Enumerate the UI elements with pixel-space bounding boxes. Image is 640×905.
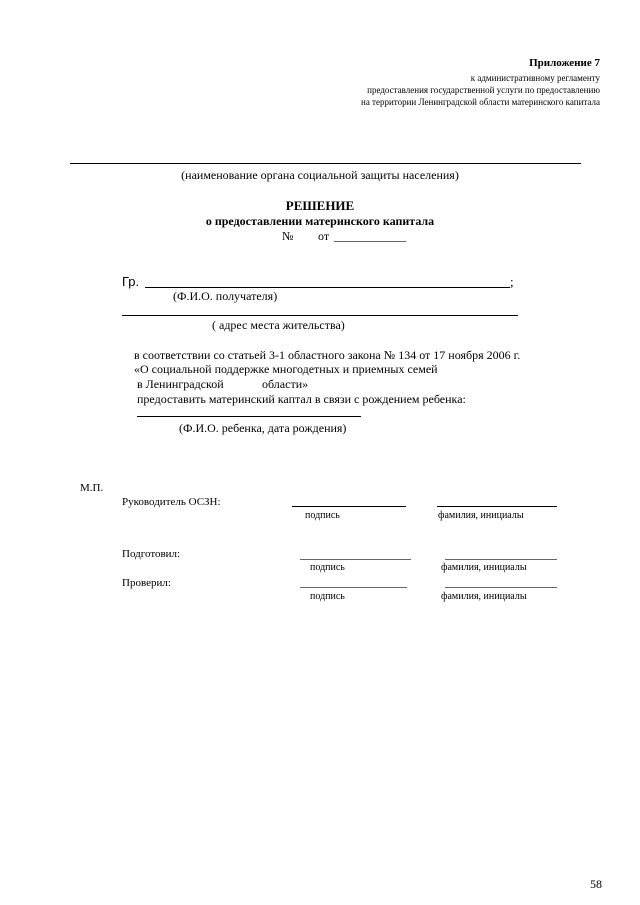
decision-date-line [334, 241, 406, 242]
appendix-line-1: к административному регламенту [470, 73, 600, 83]
appendix-title: Приложение 7 [529, 57, 600, 69]
recipient-name-line [145, 287, 510, 288]
basis-line-2: «О социальной поддержке многодетных и приемных семей [134, 362, 438, 376]
page-number: 58 [590, 877, 602, 891]
checked-name-caption: фамилия, инициалы [441, 591, 527, 602]
prepared-label: Подготовил: [122, 548, 181, 560]
appendix-line-2: предоставления государственной услуги по предоставлению [367, 85, 600, 95]
head-signature-line [292, 506, 406, 507]
prepared-signature-caption: подпись [310, 562, 345, 573]
checked-signature-caption: подпись [310, 591, 345, 602]
appendix-line-3: на территории Ленинградской области материнского капитала [361, 97, 600, 107]
decision-subtitle: о предоставлении материнского капитала [205, 214, 435, 228]
checked-signature-line [300, 587, 407, 588]
child-caption: (Ф.И.О. ребенка, дата рождения) [179, 421, 347, 435]
organ-caption: (наименование органа социальной защиты населения) [181, 168, 459, 182]
child-line [137, 416, 361, 417]
prepared-name-line [445, 559, 557, 560]
recipient-prefix: Гр. [122, 274, 140, 289]
recipient-name-caption: (Ф.И.О. получателя) [173, 289, 278, 303]
decision-date-label: от [318, 229, 330, 243]
recipient-end-mark: ; [510, 274, 514, 289]
head-name-line [437, 506, 557, 507]
basis-line-3a: в Ленинградской [137, 377, 224, 391]
address-line [122, 315, 518, 316]
basis-line-1: в соответствии со статьей 3-1 областного закона № 134 от 17 ноября 2006 г. [134, 348, 521, 362]
decision-title: РЕШЕНИЕ [285, 198, 355, 213]
decision-number-label: № [282, 229, 294, 243]
basis-line-3b: области» [262, 377, 309, 391]
head-signature-caption: подпись [305, 510, 340, 521]
checked-label: Проверил: [122, 577, 171, 589]
head-label: Руководитель ОСЗН: [122, 496, 221, 508]
basis-line-4: предоставить материнский каптал в связи с рождением ребенка: [137, 392, 466, 406]
prepared-signature-line [300, 559, 411, 560]
head-name-caption: фамилия, инициалы [438, 510, 524, 521]
organ-name-line [70, 163, 581, 164]
checked-name-line [445, 587, 557, 588]
address-caption: ( адрес места жительства) [212, 318, 345, 332]
stamp-label: М.П. [80, 482, 104, 494]
prepared-name-caption: фамилия, инициалы [441, 562, 527, 573]
